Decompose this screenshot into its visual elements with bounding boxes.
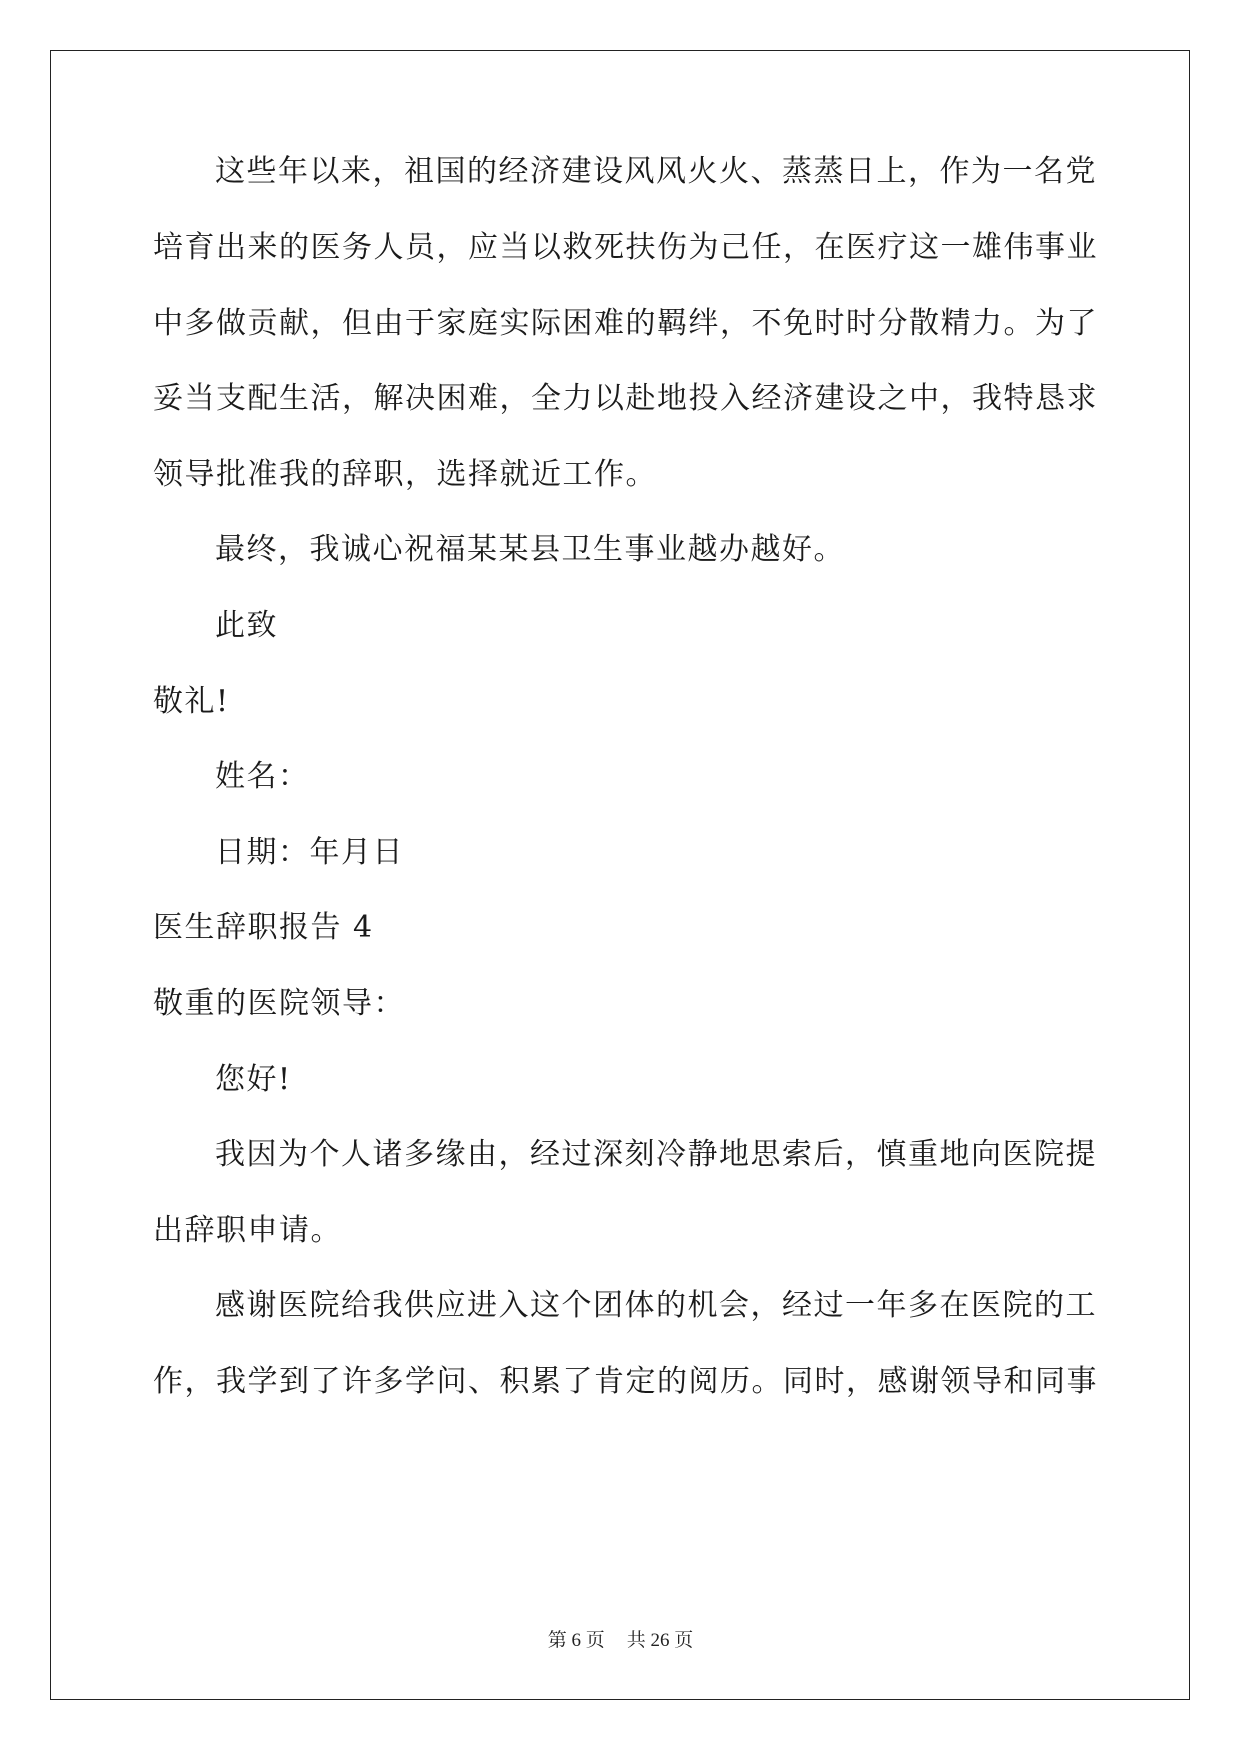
body-line-10: 作，我学到了许多学问、积累了肯定的阅历。同时，感谢领导和同事	[153, 1364, 1098, 1399]
page-number: 第 6 页	[547, 1630, 605, 1651]
page-footer	[0, 1625, 1241, 1652]
body-line-4: 妥当支配生活，解决困难，全力以赴地投入经济建设之中，我特恳求	[153, 381, 1098, 416]
closing-salutation: 此致	[215, 608, 278, 643]
body-line-5: 领导批准我的辞职，选择就近工作。	[153, 457, 657, 492]
body-line-1: 这些年以来，祖国的经济建设风风火火、蒸蒸日上，作为一名党	[215, 154, 1097, 189]
closing-respect: 敬礼!	[153, 684, 230, 719]
signature-date: 日期：年月日	[215, 835, 404, 870]
page-total: 共 26 页	[626, 1630, 694, 1651]
body-line-7: 我因为个人诸多缘由，经过深刻冷静地思索后，慎重地向医院提	[215, 1137, 1097, 1172]
body-line-6: 最终，我诚心祝福某某县卫生事业越办越好。	[215, 532, 845, 567]
body-line-3: 中多做贡献，但由于家庭实际困难的羁绊，不免时时分散精力。为了	[153, 306, 1098, 341]
body-line-2: 培育出来的医务人员，应当以救死扶伤为己任，在医疗这一雄伟事业	[153, 230, 1098, 265]
letter-hello: 您好!	[215, 1062, 292, 1097]
body-line-9: 感谢医院给我供应进入这个团体的机会，经过一年多在医院的工	[215, 1288, 1097, 1323]
signature-name: 姓名：	[215, 759, 310, 794]
page-border	[50, 50, 1190, 1700]
section-title: 医生辞职报告 4	[153, 910, 374, 945]
body-line-8: 出辞职申请。	[153, 1213, 342, 1248]
letter-greeting: 敬重的医院领导：	[153, 986, 405, 1021]
